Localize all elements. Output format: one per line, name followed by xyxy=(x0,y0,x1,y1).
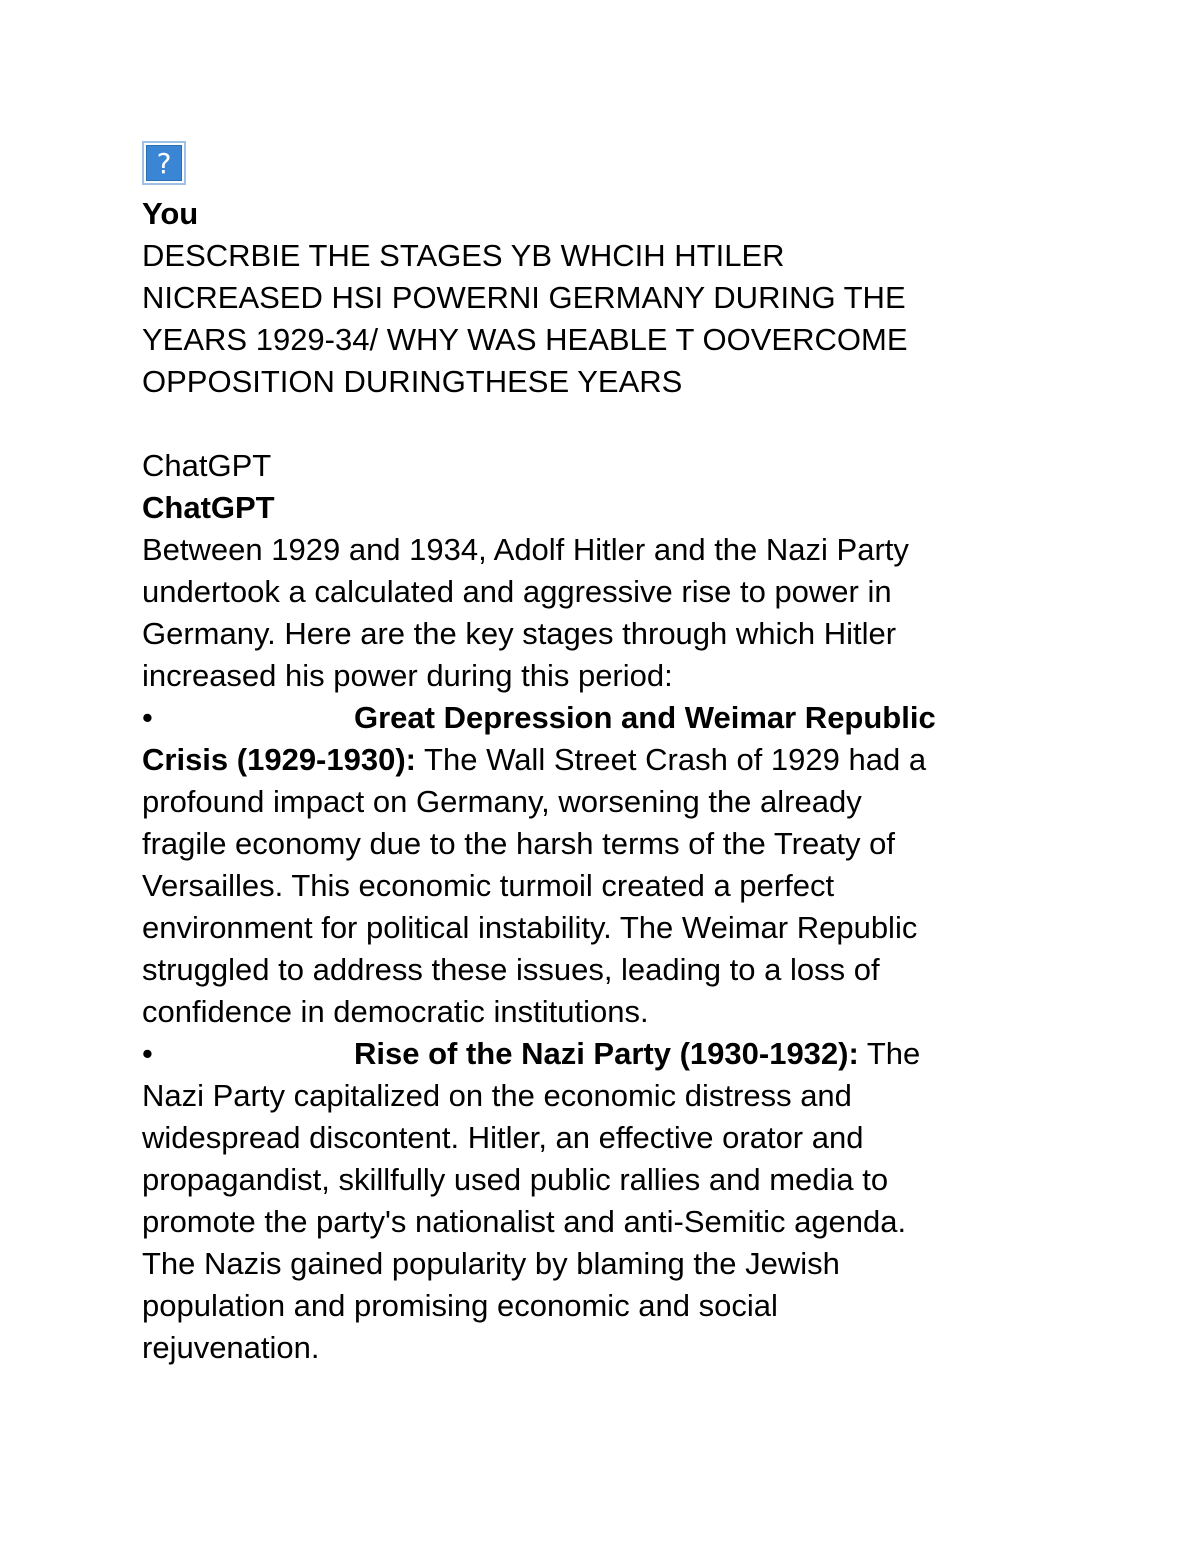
bullet-body-line: promote the party's nationalist and anti-Semitic agenda. xyxy=(142,1204,907,1239)
bullet-body-line: rejuvenation. xyxy=(142,1330,320,1365)
bullet-body-line xyxy=(142,739,1042,781)
bullet-body-text: The xyxy=(858,1036,921,1071)
bullet-heading: Great Depression and Weimar Republic xyxy=(354,700,936,735)
assistant-intro-line: Between 1929 and 1934, Adolf Hitler and the Nazi Party xyxy=(142,532,909,567)
bullet-body-text: The Wall Street Crash of 1929 had a xyxy=(416,742,927,777)
user-avatar xyxy=(142,141,186,185)
bullet-body-line: fragile economy due to the harsh terms of the Treaty of xyxy=(142,826,896,861)
assistant-label: ChatGPT xyxy=(142,448,272,483)
question-mark-icon: ? xyxy=(146,145,182,181)
bullet-body-line: environment for political instability. The Weimar Republic xyxy=(142,910,918,945)
bullet-body-line: The Nazis gained popularity by blaming the Jewish xyxy=(142,1246,840,1281)
assistant-intro-line: undertook a calculated and aggressive rise to power in xyxy=(142,574,892,609)
bullet-body-line: profound impact on Germany, worsening the already xyxy=(142,784,862,819)
user-message-line: YEARS 1929-34/ WHY WAS HEABLE T OOVERCOME xyxy=(142,322,908,357)
bullet-marker: • xyxy=(142,700,153,735)
bullet-heading: Crisis (1929-1930): xyxy=(142,742,416,777)
chat-transcript xyxy=(142,141,1042,1369)
assistant-intro-line: Germany. Here are the key stages through which Hitler xyxy=(142,616,897,651)
user-message-line: OPPOSITION DURINGTHESE YEARS xyxy=(142,364,683,399)
bullet-item xyxy=(142,697,1042,739)
user-author-label: You xyxy=(142,196,199,231)
bullet-heading: Rise of the Nazi Party (1930-1932): xyxy=(354,1036,859,1071)
assistant-intro-line: increased his power during this period: xyxy=(142,658,673,693)
assistant-author-label: ChatGPT xyxy=(142,490,275,525)
bullet-body-line: propagandist, skillfully used public rallies and media to xyxy=(142,1162,889,1197)
user-message-line: DESCRBIE THE STAGES YB WHCIH HTILER xyxy=(142,238,785,273)
bullet-body-line: struggled to address these issues, leading to a loss of xyxy=(142,952,880,987)
bullet-body-line: Nazi Party capitalized on the economic distress and xyxy=(142,1078,852,1113)
message-gap xyxy=(142,403,1042,445)
bullet-body-line: confidence in democratic institutions. xyxy=(142,994,649,1029)
bullet-item xyxy=(142,1033,1042,1075)
bullet-body-line: widespread discontent. Hitler, an effective orator and xyxy=(142,1120,864,1155)
bullet-body-line: population and promising economic and social xyxy=(142,1288,778,1323)
bullet-body-line: Versailles. This economic turmoil created a perfect xyxy=(142,868,835,903)
user-message-line: NICREASED HSI POWERNI GERMANY DURING THE xyxy=(142,280,906,315)
bullet-marker: • xyxy=(142,1036,153,1071)
